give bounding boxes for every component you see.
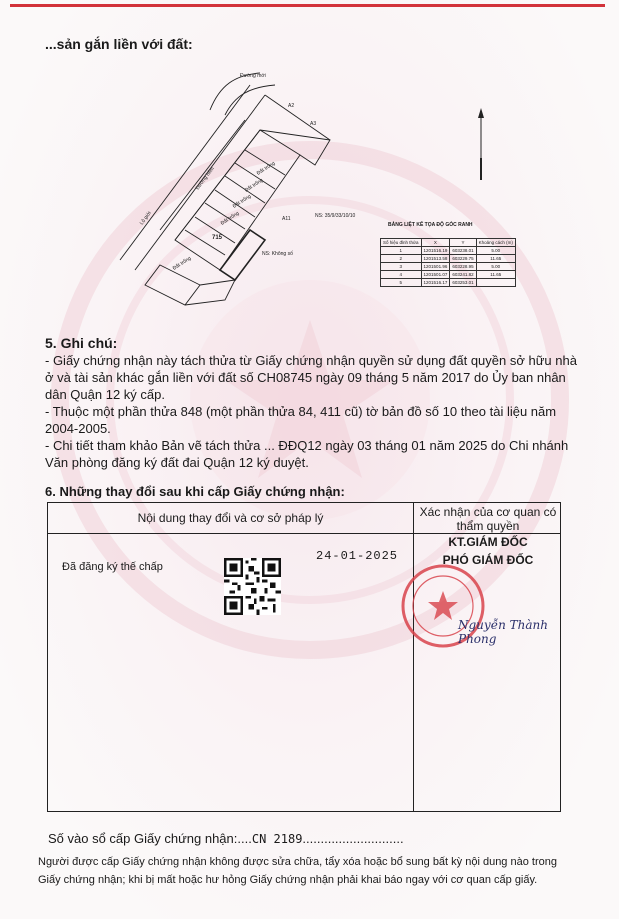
map-label-road-inner: Đường hẻm [194, 166, 216, 192]
table-row [381, 279, 516, 287]
note-item: - Chi tiết tham khảo Bản vẽ tách thửa ... ĐĐQ12 ngày 03 tháng 01 năm 2025 do Chi nhánh Văn phòng đăng ký đất đai Quận 12 ký duyệt. [45, 438, 569, 470]
coord-cell: 11.65 [476, 271, 515, 279]
note-item: - Giấy chứng nhận này tách thửa từ Giấy chứng nhận quyền sử dụng đất quyền sở hữu nhà ở và tài sản khác gắn liền với đất số CH08745 ngày 09 tháng 5 năm 2017 do Ủy ban nhân dân Quận 12 ký cấp. [45, 353, 577, 402]
coord-cell: 5 [381, 279, 422, 287]
qr-code-icon [224, 558, 281, 615]
coord-cell: 11.65 [476, 255, 515, 263]
map-label-ns-left: NS: Không số [262, 251, 293, 257]
coord-cell: 603229.75 [450, 255, 476, 263]
changes-table [47, 502, 561, 812]
coord-cell: 1201513.58 [421, 255, 450, 263]
coord-header: Khoảng cách (m) [476, 239, 515, 247]
coord-cell: 1201501.07 [421, 271, 450, 279]
coord-cell: 603241.82 [450, 271, 476, 279]
coord-cell: 1201516.17 [421, 279, 450, 287]
register-label: Số vào sổ cấp Giấy chứng nhận: [48, 831, 238, 846]
coord-header-row [381, 239, 516, 247]
signer-title-1: KT.GIÁM ĐỐC [448, 535, 528, 549]
coord-table [380, 238, 516, 287]
footnote-line-2: Giấy chứng nhận; khi bị mất hoặc hư hỏng Giấy chứng nhận phải khai báo ngay với cơ quan cấp giấy. [38, 874, 538, 886]
table-row [381, 263, 516, 271]
changes-heading: 6. Những thay đổi sau khi cấp Giấy chứng nhận: [45, 484, 345, 499]
notes-section [45, 335, 580, 471]
map-label-ns-right: NS: 35/9/33/10/10 [315, 213, 356, 219]
coord-cell: 1201501.96 [421, 263, 450, 271]
table-row [381, 247, 516, 255]
table-row [381, 271, 516, 279]
coord-cell: 1 [381, 247, 422, 255]
coord-table-wrap [380, 238, 516, 287]
land-plot-map [100, 55, 390, 325]
register-dots-after: ............................ [302, 831, 404, 846]
map-label-point-a2: A2 [288, 103, 295, 109]
column-divider [413, 503, 414, 811]
stamp-date: 24-01-2025 [316, 549, 399, 563]
map-label-parcel-number: 715 [212, 235, 223, 241]
register-line [48, 831, 404, 846]
coord-cell [476, 279, 515, 287]
coord-cell: 1201516.19 [421, 247, 450, 255]
header-divider [48, 533, 560, 534]
notes-heading: 5. Ghi chú: [45, 335, 118, 351]
table-row [381, 255, 516, 263]
map-label-point-a3: A3 [310, 121, 317, 127]
map-label-parcel-4: Đất trống [219, 210, 241, 227]
north-arrow-icon [474, 108, 488, 188]
coord-cell: 3 [381, 263, 422, 271]
map-label-parcel-5: Đất trống [171, 255, 193, 272]
change-entry-text: Đã đăng ký thế chấp [62, 561, 163, 573]
map-label-parcel-3: Đất trống [231, 193, 253, 210]
changes-col-right-header: Xác nhận của cơ quan có thẩm quyền [419, 505, 557, 533]
coord-table-title: BẢNG LIỆT KÊ TỌA ĐỘ GÓC RANH [388, 222, 473, 228]
section-heading-assets: ...sản gắn liền với đất: [45, 36, 193, 52]
map-label-road-left: Lộ giới [138, 210, 153, 227]
signer-title-2: PHÓ GIÁM ĐỐC [442, 553, 534, 567]
map-label-point-a11: A11 [282, 216, 291, 222]
changes-col-left-header: Nội dung thay đổi và cơ sở pháp lý [137, 511, 324, 525]
coord-header: Y [450, 239, 476, 247]
note-item: - Thuộc một phần thửa 848 (một phần thửa 84, 411 cũ) tờ bản đồ số 10 theo tài liệu năm 2004-2005. [45, 404, 557, 436]
coord-cell: 603253.01 [450, 279, 476, 287]
coord-cell: 5.00 [476, 247, 515, 255]
coord-cell: 5.00 [476, 263, 515, 271]
register-dots-before: .... [237, 831, 252, 846]
map-label-parcel-1: Đất trống [255, 160, 277, 177]
coord-header: X [421, 239, 450, 247]
coord-cell: 603228.95 [450, 263, 476, 271]
map-label-parcel-2: Đất trống [243, 177, 265, 194]
register-number: CN 2189 [251, 832, 303, 846]
coord-cell: 2 [381, 255, 422, 263]
map-label-road-top: Đường mới [240, 73, 266, 79]
footnote-line-1: Người được cấp Giấy chứng nhận không được sửa chữa, tẩy xóa hoặc bổ sung bất kỳ nội dung nào trong [38, 856, 557, 868]
signer-name: Nguyễn Thành Phong [458, 618, 548, 646]
coord-header: Số hiệu đỉnh thửa [381, 239, 422, 247]
coord-cell: 603238.01 [450, 247, 476, 255]
coord-cell: 4 [381, 271, 422, 279]
